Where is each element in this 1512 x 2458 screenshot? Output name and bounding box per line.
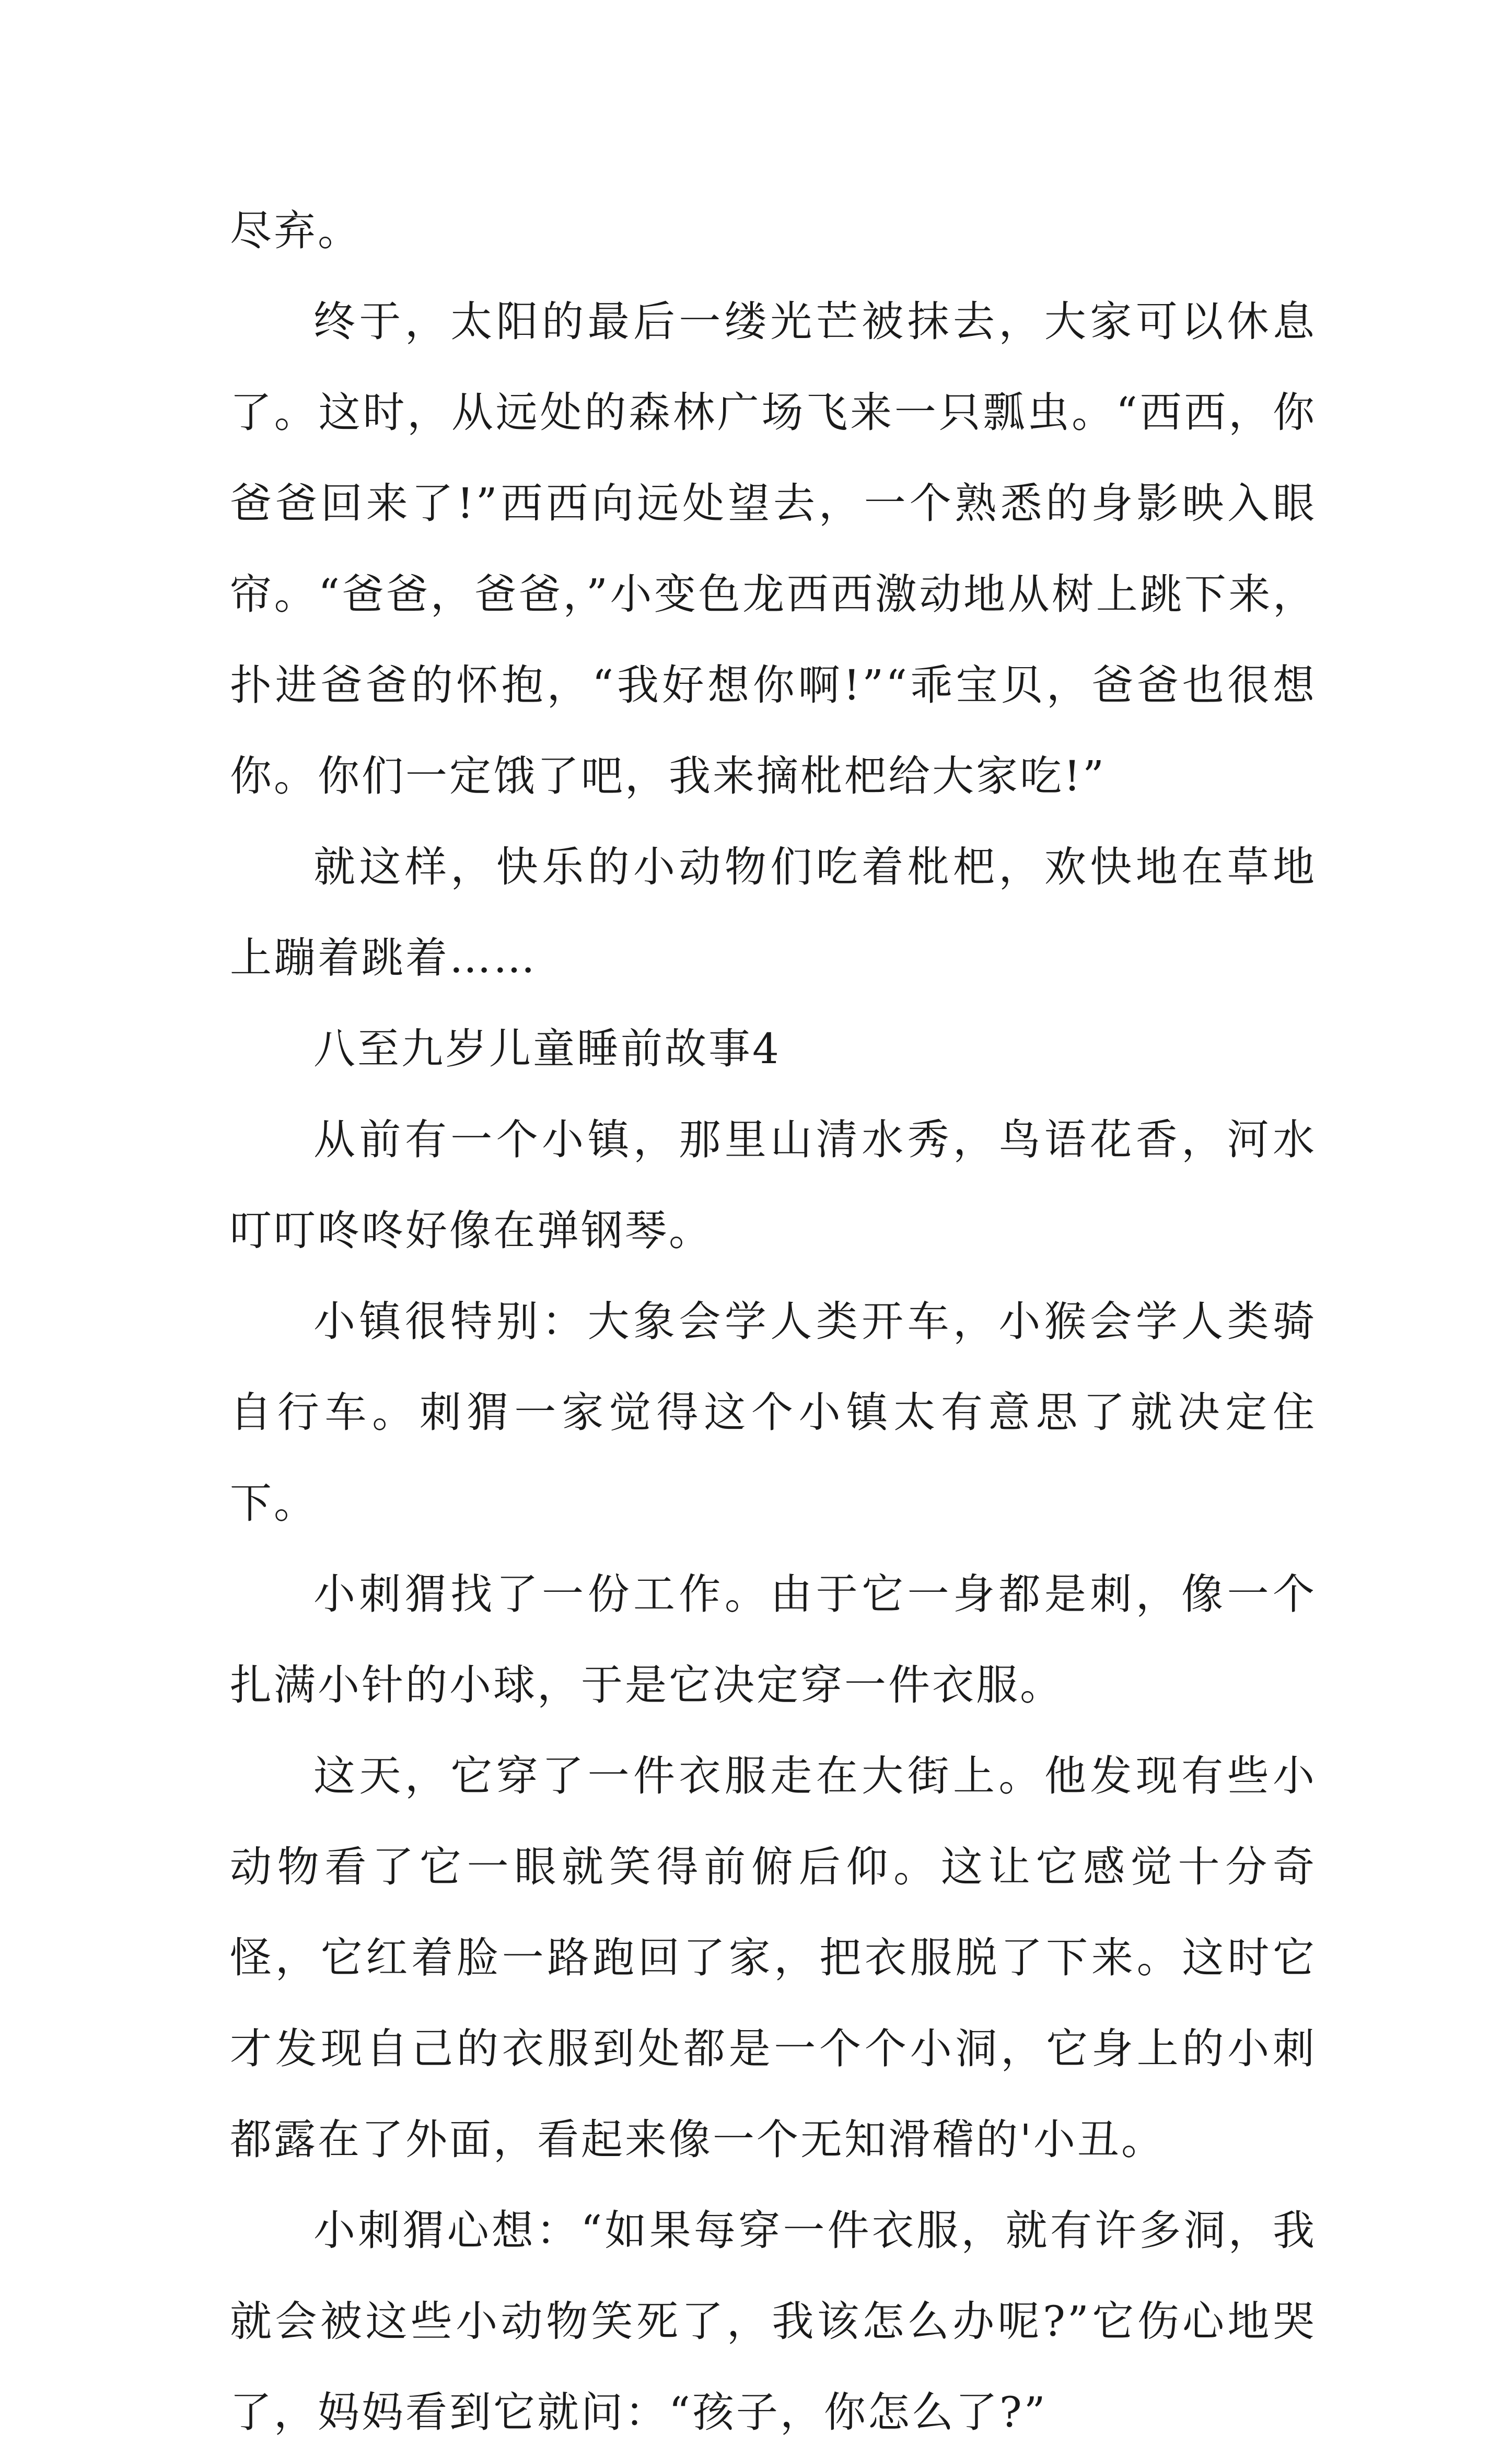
paragraph-continuation: 尽弃。: [230, 206, 362, 255]
document-body: [230, 185, 1317, 2458]
story-heading: 八至九岁儿童睡前故事4: [313, 1024, 781, 1073]
paragraph: 终于，太阳的最后一缕光芒被抹去，大家可以休息了。这时，从远处的森林广场飞来一只瓢虫。“西西，你爸爸回来了!”西西向远处望去，一个熟悉的身影映入眼帘。“爸爸，爸爸，”小变色龙西西激动地从树上跳下来，扑进爸爸的怀抱，“我好想你啊!”“乖宝贝，爸爸也很想你。你们一定饿了吧，我来摘枇杷给大家吃!”: [230, 297, 1317, 800]
paragraph: 这天，它穿了一件衣服走在大街上。他发现有些小动物看了它一眼就笑得前俯后仰。这让它感觉十分奇怪，它红着脸一路跑回了家，把衣服脱了下来。这时它才发现自己的衣服到处都是一个个小洞，它身上的小刺都露在了外面，看起来像一个无知滑稽的'小丑。: [230, 1752, 1317, 2164]
paragraph: 小镇很特别：大象会学人类开车，小猴会学人类骑自行车。刺猬一家觉得这个小镇太有意思了就决定住下。: [230, 1297, 1317, 1528]
paragraph: 小刺猬找了一份工作。由于它一身都是刺，像一个扎满小针的小球，于是它决定穿一件衣服。: [230, 1570, 1317, 1709]
paragraph: 就这样，快乐的小动物们吃着枇杷，欢快地在草地上蹦着跳着……: [230, 843, 1317, 982]
paragraph: 小刺猬心想：“如果每穿一件衣服，就有许多洞，我就会被这些小动物笑死了，我该怎么办呢?”它伤心地哭了，妈妈看到它就问：“孩子，你怎么了?”: [230, 2206, 1317, 2437]
paragraph: 从前有一个小镇，那里山清水秀，鸟语花香，河水叮叮咚咚好像在弹钢琴。: [230, 1115, 1317, 1255]
